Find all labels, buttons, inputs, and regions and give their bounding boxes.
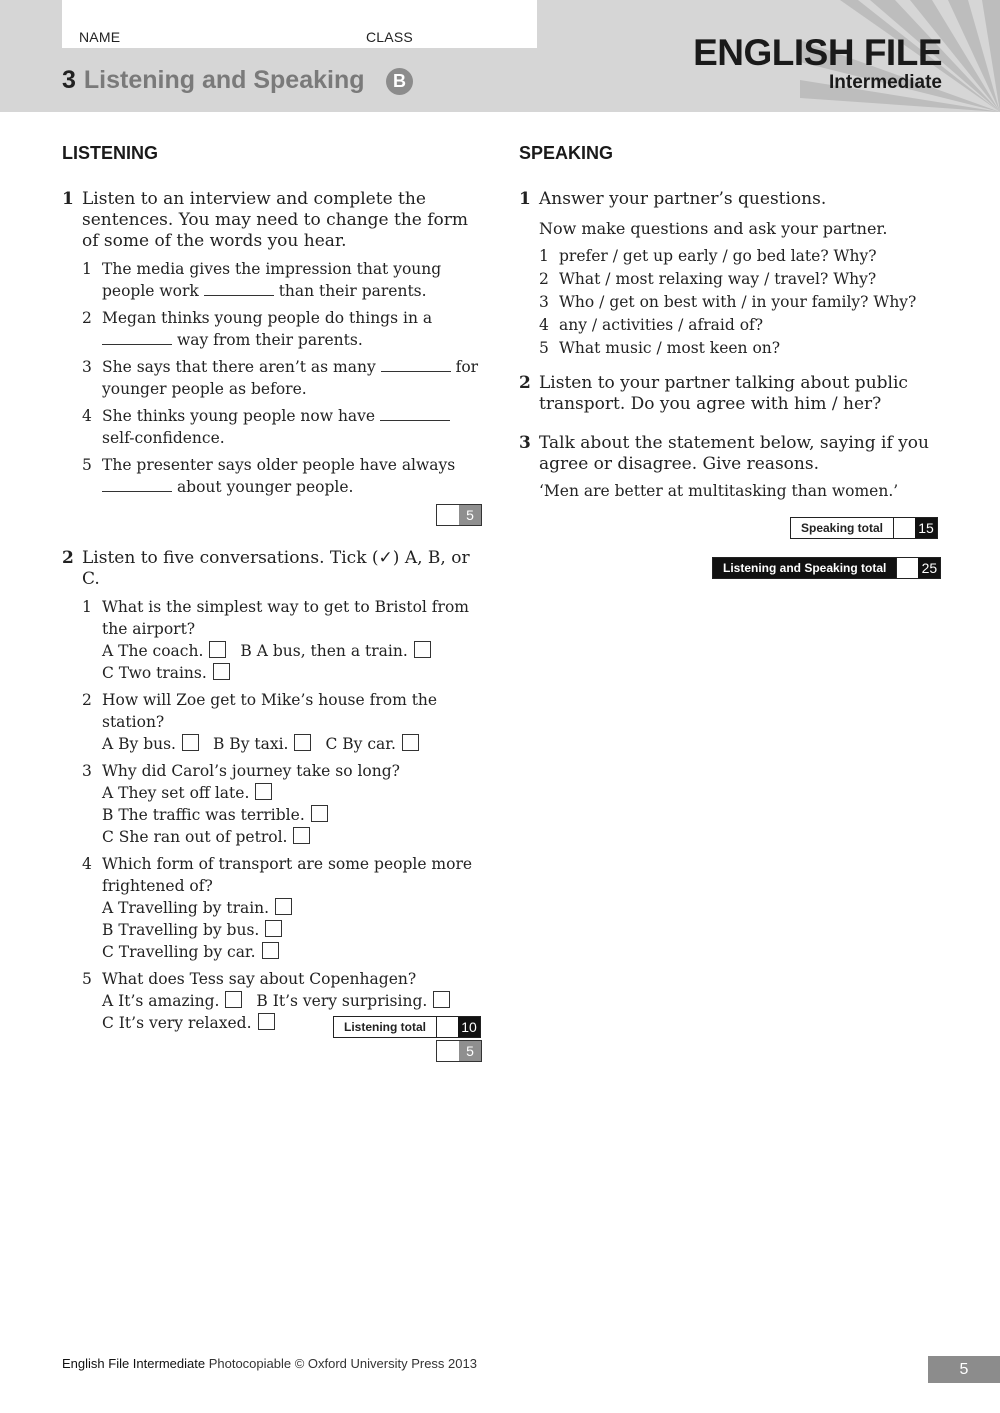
answer-option — [102, 664, 230, 682]
option-line — [102, 941, 482, 963]
score-entry[interactable] — [437, 1041, 459, 1061]
sentence-start: She says that there aren’t as many — [102, 358, 376, 376]
answer-option — [240, 642, 430, 660]
question-text: What is the simplest way to get to Bristol from the airport? — [102, 598, 469, 638]
list-item — [82, 454, 482, 498]
answer-option — [102, 899, 292, 917]
option-label: A By bus. — [102, 735, 176, 753]
speaking-total-value: 15 — [915, 518, 937, 538]
option-label: A It’s amazing. — [102, 992, 220, 1010]
tick-checkbox[interactable] — [402, 734, 419, 751]
answer-option — [102, 992, 242, 1010]
listening-total-value: 10 — [458, 1017, 480, 1037]
sentence-list — [82, 258, 482, 498]
page-header — [0, 0, 1000, 112]
page-number: 5 — [928, 1356, 1000, 1383]
sentence-end: than their parents. — [278, 282, 427, 300]
footer-rest: Photocopiable © Oxford University Press 2013 — [208, 1356, 477, 1371]
answer-option — [102, 943, 279, 961]
listening-total-entry[interactable] — [436, 1017, 458, 1037]
unit-title — [62, 66, 365, 95]
option-line — [102, 990, 482, 1012]
prompt-text: Who / get on best with / in your family? Why? — [559, 293, 917, 311]
answer-blank[interactable] — [102, 330, 172, 345]
tick-checkbox[interactable] — [255, 783, 272, 800]
answer-option — [325, 735, 418, 753]
question-number: 2 — [82, 691, 92, 709]
prompt-list — [539, 245, 939, 359]
list-item — [82, 853, 482, 963]
item-number: 1 — [539, 247, 549, 265]
task-number: 2 — [62, 548, 74, 568]
sentence-start: The presenter says older people have always — [102, 456, 456, 474]
list-item — [539, 337, 939, 359]
task-instruction: Answer your partner’s questions. — [539, 189, 827, 209]
unit-title-text: Listening and Speaking — [83, 66, 365, 94]
speaking-task-1 — [519, 189, 939, 359]
task-instruction: Listen to an interview and complete the sentences. You may need to change the form of some of the words you hear. — [82, 189, 469, 251]
unit-number: 3 — [62, 66, 76, 94]
sentence-end: about younger people. — [176, 478, 354, 496]
statement: ‘Men are better at multitasking than women.’ — [539, 482, 899, 500]
answer-option — [102, 806, 328, 824]
grand-total-entry[interactable] — [896, 558, 918, 578]
tick-checkbox[interactable] — [213, 663, 230, 680]
tick-checkbox[interactable] — [209, 641, 226, 658]
answer-blank[interactable] — [102, 477, 172, 492]
prompt-text: What / most relaxing way / travel? Why? — [559, 270, 877, 288]
item-number: 4 — [539, 316, 549, 334]
task-sub-instruction: Now make questions and ask your partner. — [539, 219, 888, 238]
name-class-box — [62, 0, 537, 48]
item-number: 2 — [539, 270, 549, 288]
sentence-end: way from their parents. — [176, 331, 363, 349]
task-instruction: Listen to five conversations. Tick (✓) A, B, or C. — [82, 548, 470, 589]
option-label: A They set off late. — [102, 784, 250, 802]
option-label: C It’s very relaxed. — [102, 1014, 252, 1032]
question-number: 4 — [82, 855, 92, 873]
footer-book: English File Intermediate — [62, 1356, 206, 1371]
item-number: 3 — [82, 358, 92, 376]
option-label: C By car. — [325, 735, 396, 753]
question-text: How will Zoe get to Mike’s house from the station? — [102, 691, 438, 731]
option-line — [102, 782, 482, 804]
question-number: 5 — [82, 970, 92, 988]
sentence-end: self-confidence. — [102, 429, 225, 447]
name-label: NAME — [79, 29, 121, 45]
answer-option — [102, 642, 226, 660]
item-number: 1 — [82, 260, 92, 278]
answer-blank[interactable] — [204, 281, 274, 296]
task-instruction: Talk about the statement below, saying if you agree or disagree. Give reasons. — [539, 433, 929, 474]
unit-badge: B — [386, 68, 413, 95]
listening-task-2 — [62, 548, 482, 1064]
speaking-task-2 — [519, 373, 939, 415]
item-number: 5 — [539, 339, 549, 357]
listening-column — [62, 143, 482, 1064]
prompt-text: prefer / get up early / go bed late? Why? — [559, 247, 877, 265]
tick-checkbox[interactable] — [182, 734, 199, 751]
tick-checkbox[interactable] — [433, 991, 450, 1008]
option-label: C She ran out of petrol. — [102, 828, 288, 846]
speaking-total-label: Speaking total — [801, 521, 884, 535]
list-item — [539, 268, 939, 290]
option-label: C Travelling by car. — [102, 943, 256, 961]
grand-total — [712, 557, 941, 579]
speaking-task-3 — [519, 433, 939, 502]
grand-total-label: Listening and Speaking total — [713, 558, 896, 578]
brand-level: Intermediate — [829, 72, 942, 93]
task-number: 3 — [519, 433, 531, 453]
question-text: Which form of transport are some people more frightened of? — [102, 855, 473, 895]
option-label: B Travelling by bus. — [102, 921, 260, 939]
option-line — [102, 804, 482, 826]
speaking-total — [790, 517, 938, 539]
answer-option — [256, 992, 450, 1010]
task-number: 1 — [519, 189, 531, 209]
prompt-text: What music / most keen on? — [559, 339, 781, 357]
tick-checkbox[interactable] — [258, 1013, 275, 1030]
tick-checkbox[interactable] — [262, 942, 279, 959]
tick-checkbox[interactable] — [311, 805, 328, 822]
question-number: 3 — [82, 762, 92, 780]
answer-option — [102, 1014, 275, 1032]
list-item — [82, 405, 482, 449]
list-item — [82, 258, 482, 302]
task-1-score — [82, 504, 482, 528]
list-item — [82, 307, 482, 351]
brand-logo — [693, 34, 942, 94]
list-item — [539, 245, 939, 267]
option-label: B A bus, then a train. — [240, 642, 408, 660]
sentence-start: The media gives the impression that young people work — [102, 260, 442, 300]
option-label: B By taxi. — [212, 735, 289, 753]
listening-heading: LISTENING — [62, 143, 159, 163]
option-label: A The coach. — [102, 642, 204, 660]
tick-checkbox[interactable] — [265, 920, 282, 937]
score-max: 5 — [459, 505, 481, 525]
answer-option — [102, 784, 272, 802]
list-item — [539, 291, 939, 313]
tick-checkbox[interactable] — [225, 991, 242, 1008]
task-instruction: Listen to your partner talking about public transport. Do you agree with him / her? — [539, 373, 908, 414]
list-item — [82, 596, 482, 684]
question-number: 1 — [82, 598, 92, 616]
option-line — [102, 826, 482, 848]
task-2-score — [82, 1040, 482, 1064]
option-line — [102, 897, 482, 941]
option-label: B The traffic was terrible. — [102, 806, 305, 824]
listening-total — [333, 1016, 481, 1038]
question-text: Why did Carol’s journey take so long? — [102, 762, 400, 780]
score-entry[interactable] — [437, 505, 459, 525]
sentence-start: She thinks young people now have — [102, 407, 376, 425]
answer-option — [102, 921, 282, 939]
option-line — [102, 640, 482, 662]
listening-total-label: Listening total — [344, 1020, 426, 1034]
question-text: What does Tess say about Copenhagen? — [102, 970, 417, 988]
list-item — [82, 689, 482, 755]
option-line — [102, 733, 482, 755]
prompt-text: any / activities / afraid of? — [559, 316, 764, 334]
answer-option — [213, 735, 312, 753]
brand-title: ENGLISH FILE — [693, 32, 942, 73]
tick-checkbox[interactable] — [414, 641, 431, 658]
listening-task-1 — [62, 189, 482, 528]
tick-checkbox[interactable] — [293, 827, 310, 844]
item-number: 4 — [82, 407, 92, 425]
option-label: A Travelling by train. — [102, 899, 270, 917]
sentence-end: for younger people as before. — [102, 358, 479, 398]
option-line — [102, 662, 482, 684]
item-number: 5 — [82, 456, 92, 474]
class-label: CLASS — [366, 29, 413, 45]
item-number: 2 — [82, 309, 92, 327]
answer-option — [102, 735, 199, 753]
grand-total-value: 25 — [918, 558, 940, 578]
tick-checkbox[interactable] — [294, 734, 311, 751]
task-number: 1 — [62, 189, 74, 209]
list-item — [82, 760, 482, 848]
list-item — [539, 314, 939, 336]
score-max: 5 — [459, 1041, 481, 1061]
speaking-heading: SPEAKING — [519, 143, 614, 163]
tick-checkbox[interactable] — [275, 898, 292, 915]
item-number: 3 — [539, 293, 549, 311]
answer-blank[interactable] — [381, 357, 451, 372]
question-list — [82, 596, 482, 1034]
footer-copyright — [62, 1356, 477, 1371]
option-label: C Two trains. — [102, 664, 207, 682]
list-item — [82, 356, 482, 400]
sentence-start: Megan thinks young people do things in a — [102, 309, 433, 327]
answer-blank[interactable] — [380, 406, 450, 421]
speaking-column — [519, 143, 939, 502]
task-number: 2 — [519, 373, 531, 393]
speaking-total-entry[interactable] — [893, 518, 915, 538]
answer-option — [102, 828, 310, 846]
option-label: B It’s very surprising. — [256, 992, 428, 1010]
